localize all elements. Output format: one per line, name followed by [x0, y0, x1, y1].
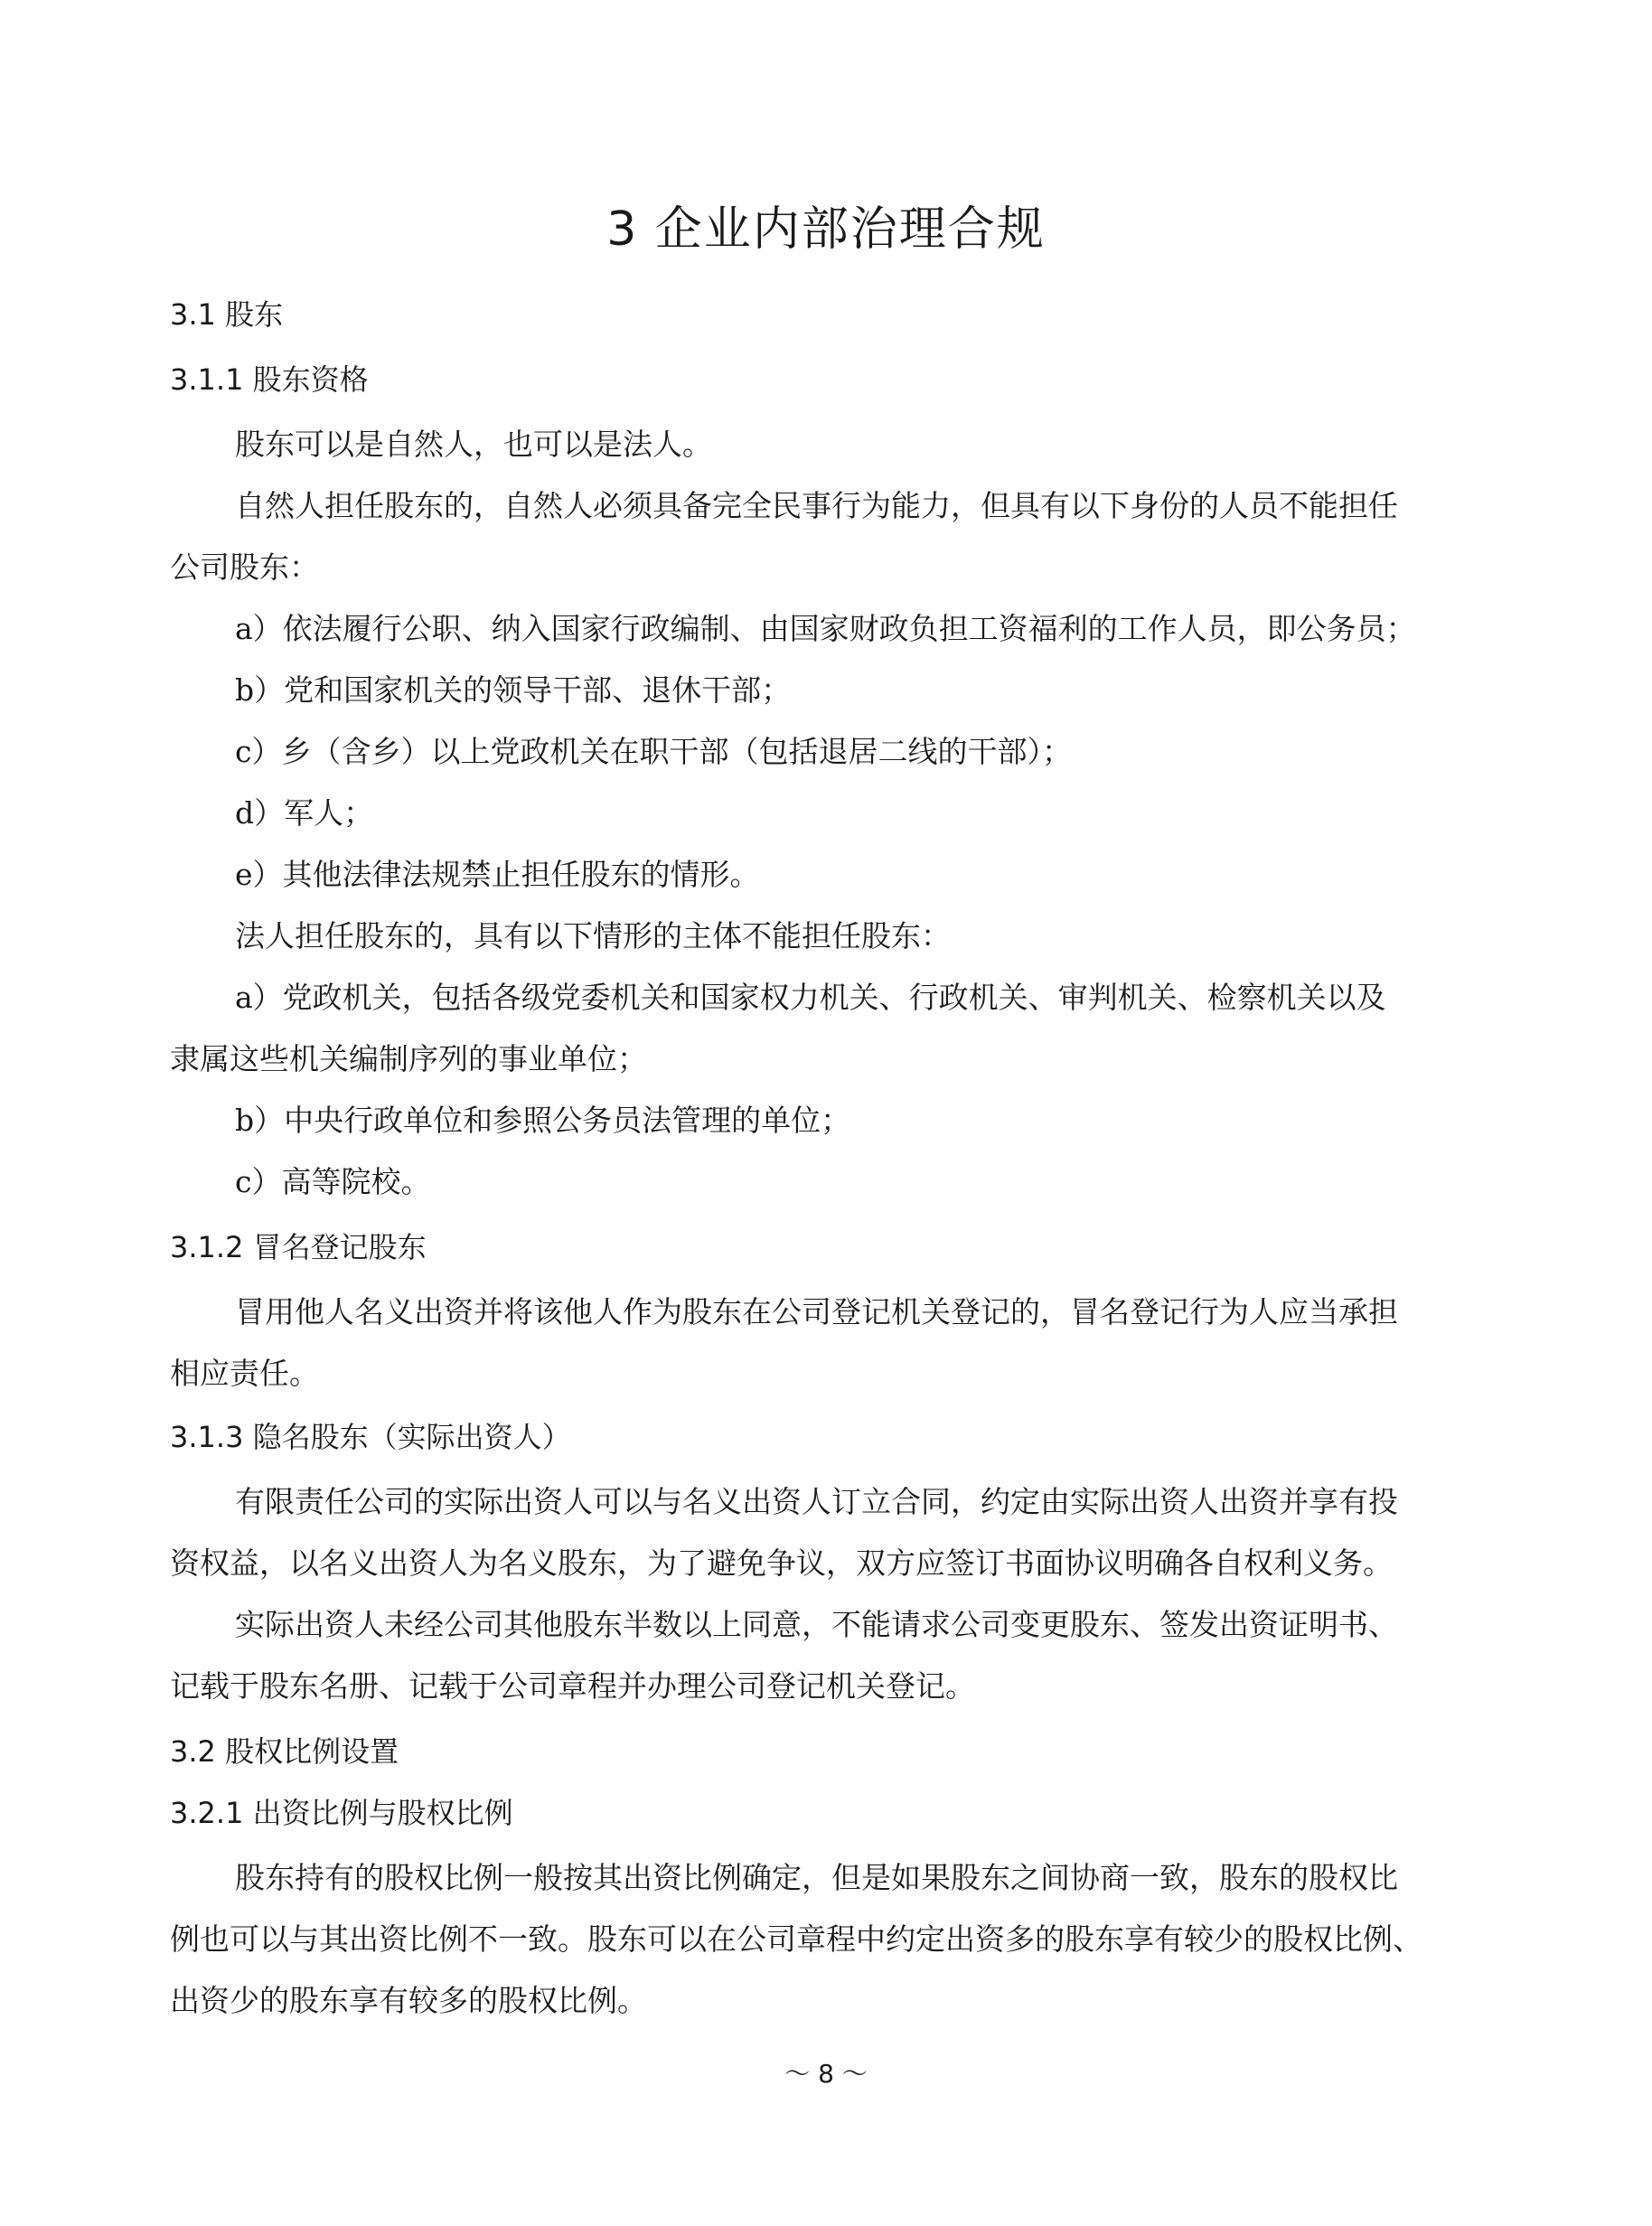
list-item: 隶属这些机关编制序列的事业单位； — [170, 1041, 647, 1076]
paragraph-line: 法人担任股东的，具有以下情形的主体不能担任股东： — [235, 918, 951, 953]
page-number: ～ 8 ～ — [784, 2059, 868, 2089]
paragraph-line: 冒用他人名义出资并将该他人作为股东在公司登记机关登记的，冒名登记行为人应当承担 — [235, 1294, 1398, 1329]
section-heading-3-1: 3.1 股东 — [170, 297, 284, 332]
list-item: a）党政机关，包括各级党委机关和国家权力机关、行政机关、审判机关、检察机关以及 — [235, 980, 1386, 1015]
paragraph-line: 实际出资人未经公司其他股东半数以上同意，不能请求公司变更股东、签发出资证明书、 — [235, 1607, 1398, 1642]
paragraph-line: 记载于股东名册、记载于公司章程并办理公司登记机关登记。 — [170, 1668, 975, 1704]
paragraph-line: 股东持有的股权比例一般按其出资比例确定，但是如果股东之间协商一致，股东的股权比 — [235, 1860, 1398, 1895]
paragraph-line: 例也可以与其出资比例不一致。股东可以在公司章程中约定出资多的股东享有较少的股权比例、 — [170, 1921, 1422, 1957]
list-item: b）中央行政单位和参照公务员法管理的单位； — [235, 1103, 851, 1138]
paragraph-line: 相应责任。 — [170, 1356, 319, 1391]
paragraph-line: 有限责任公司的实际出资人可以与名义出资人订立合同，约定由实际出资人出资并享有投 — [235, 1484, 1398, 1519]
subsection-heading-3-2-1: 3.2.1 出资比例与股权比例 — [170, 1796, 513, 1830]
subsection-heading-3-1-1: 3.1.1 股东资格 — [170, 362, 369, 397]
list-item: a）依法履行公职、纳入国家行政编制、由国家财政负担工资福利的工作人员，即公务员； — [235, 611, 1416, 646]
paragraph-line: 公司股东： — [170, 549, 319, 585]
list-item: d）军人； — [235, 795, 374, 831]
list-item: e）其他法律法规禁止担任股东的情形。 — [235, 857, 760, 892]
paragraph-line: 股东可以是自然人，也可以是法人。 — [235, 427, 712, 462]
paragraph-line: 出资少的股东享有较多的股权比例。 — [170, 1983, 647, 2018]
page-title: 3 企业内部治理合规 — [606, 202, 1046, 257]
paragraph-line: 自然人担任股东的，自然人必须具备完全民事行为能力，但具有以下身份的人员不能担任 — [235, 488, 1398, 523]
subsection-heading-3-1-2: 3.1.2 冒名登记股东 — [170, 1230, 427, 1264]
list-item: b）党和国家机关的领导干部、退休干部； — [235, 672, 792, 708]
subsection-heading-3-1-3: 3.1.3 隐名股东（实际出资人） — [170, 1420, 571, 1454]
paragraph-line: 资权益，以名义出资人为名义股东，为了避免争议，双方应签订书面协议明确各自权利义务。 — [170, 1545, 1393, 1581]
list-item: c）乡（含乡）以上党政机关在职干部（包括退居二线的干部）； — [235, 734, 1072, 769]
section-heading-3-2: 3.2 股权比例设置 — [170, 1734, 399, 1769]
list-item: c）高等院校。 — [235, 1164, 431, 1199]
